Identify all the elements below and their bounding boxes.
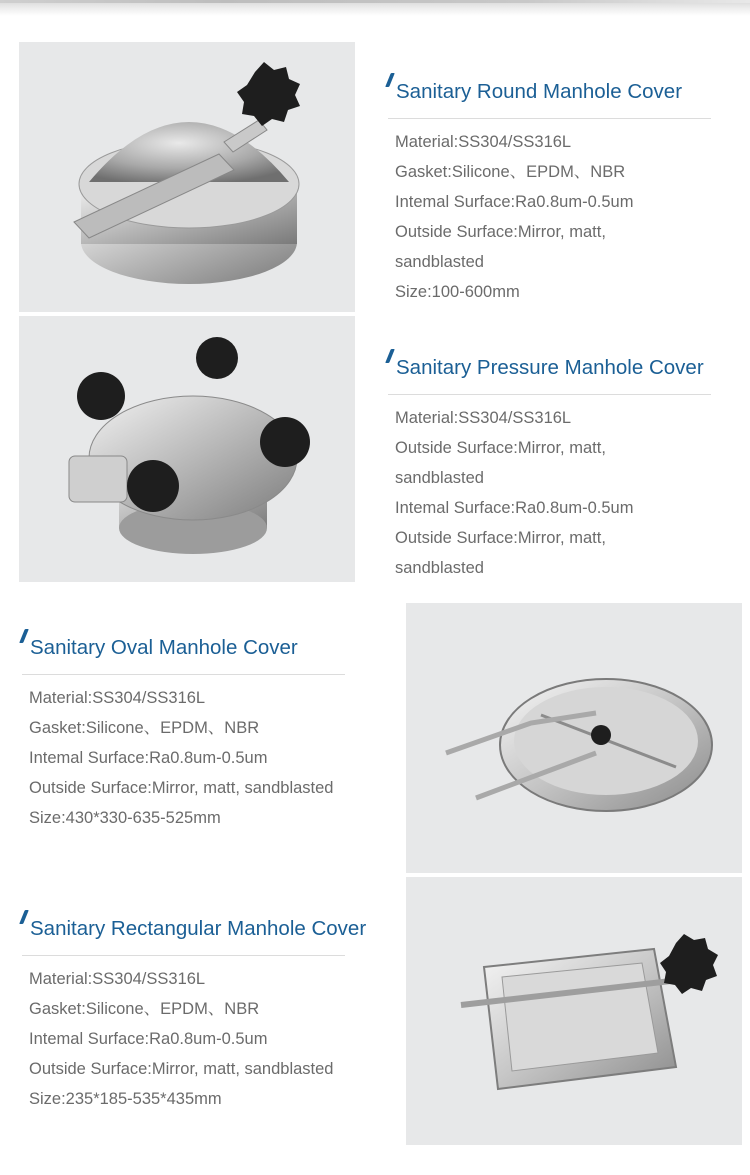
rectangular-cover-title <box>22 914 367 944</box>
pressure-cover-title-text: Sanitary Pressure Manhole Cover <box>396 356 704 379</box>
spec-outside-surface-2: Outside Surface:Mirror, matt, <box>395 529 606 547</box>
rectangular-manhole-cover-photo <box>406 877 742 1145</box>
spec-material: Material:SS304/SS316L <box>29 970 206 988</box>
spec-outside-surface-cont: sandblasted <box>395 253 484 271</box>
spec-size: Size:235*185-535*435mm <box>29 1090 222 1108</box>
oval-cover-spec <box>22 633 345 833</box>
spec-gasket: Gasket:Silicone、EPDM、NBR <box>29 1000 260 1018</box>
spec-outside-surface-cont: sandblasted <box>395 469 484 487</box>
round-cover-spec <box>388 77 711 307</box>
title-divider <box>22 674 345 675</box>
spec-internal-surface: Intemal Surface:Ra0.8um-0.5um <box>395 193 634 211</box>
spec-list <box>388 403 711 583</box>
spec-outside-surface-2-cont: sandblasted <box>395 559 484 577</box>
spec-material: Material:SS304/SS316L <box>29 689 206 707</box>
spec-size: Size:100-600mm <box>395 283 520 301</box>
title-divider <box>22 955 345 956</box>
round-manhole-cover-photo <box>19 42 355 312</box>
black-knob-icon <box>660 934 718 994</box>
oval-cover-title-text: Sanitary Oval Manhole Cover <box>30 636 298 659</box>
rectangular-cover-spec <box>22 914 367 1114</box>
title-divider <box>388 118 711 119</box>
oval-manhole-cover-photo <box>406 603 742 873</box>
spec-list <box>388 127 711 307</box>
pressure-manhole-cover-photo <box>19 316 355 582</box>
title-accent-icon <box>385 349 395 363</box>
spec-material: Material:SS304/SS316L <box>395 133 572 151</box>
spec-list <box>22 964 345 1114</box>
spec-gasket: Gasket:Silicone、EPDM、NBR <box>29 719 260 737</box>
spec-internal-surface: Intemal Surface:Ra0.8um-0.5um <box>29 749 268 767</box>
spec-gasket: Gasket:Silicone、EPDM、NBR <box>395 163 626 181</box>
spec-outside-surface: Outside Surface:Mirror, matt, <box>395 223 606 241</box>
black-knob-icon <box>591 725 611 745</box>
oval-cover-title <box>22 633 345 663</box>
spec-outside-surface: Outside Surface:Mirror, matt, sandblasted <box>29 779 334 797</box>
spec-outside-surface: Outside Surface:Mirror, matt, <box>395 439 606 457</box>
top-divider-shadow <box>0 0 750 16</box>
spec-list <box>22 683 345 833</box>
title-accent-icon <box>385 73 395 87</box>
spec-material: Material:SS304/SS316L <box>395 409 572 427</box>
spec-outside-surface: Outside Surface:Mirror, matt, sandblasted <box>29 1060 334 1078</box>
rectangular-cover-title-text: Sanitary Rectangular Manhole Cover <box>30 917 367 940</box>
pressure-cover-title <box>388 353 711 383</box>
round-cover-title-text: Sanitary Round Manhole Cover <box>396 80 683 103</box>
round-cover-title <box>388 77 711 107</box>
title-accent-icon <box>19 910 29 924</box>
spec-internal-surface: Intemal Surface:Ra0.8um-0.5um <box>29 1030 268 1048</box>
spec-size: Size:430*330-635-525mm <box>29 809 221 827</box>
black-knob-icon <box>237 62 300 126</box>
pressure-cover-spec <box>388 353 711 583</box>
spec-internal-surface: Intemal Surface:Ra0.8um-0.5um <box>395 499 634 517</box>
title-accent-icon <box>19 629 29 643</box>
title-divider <box>388 394 711 395</box>
